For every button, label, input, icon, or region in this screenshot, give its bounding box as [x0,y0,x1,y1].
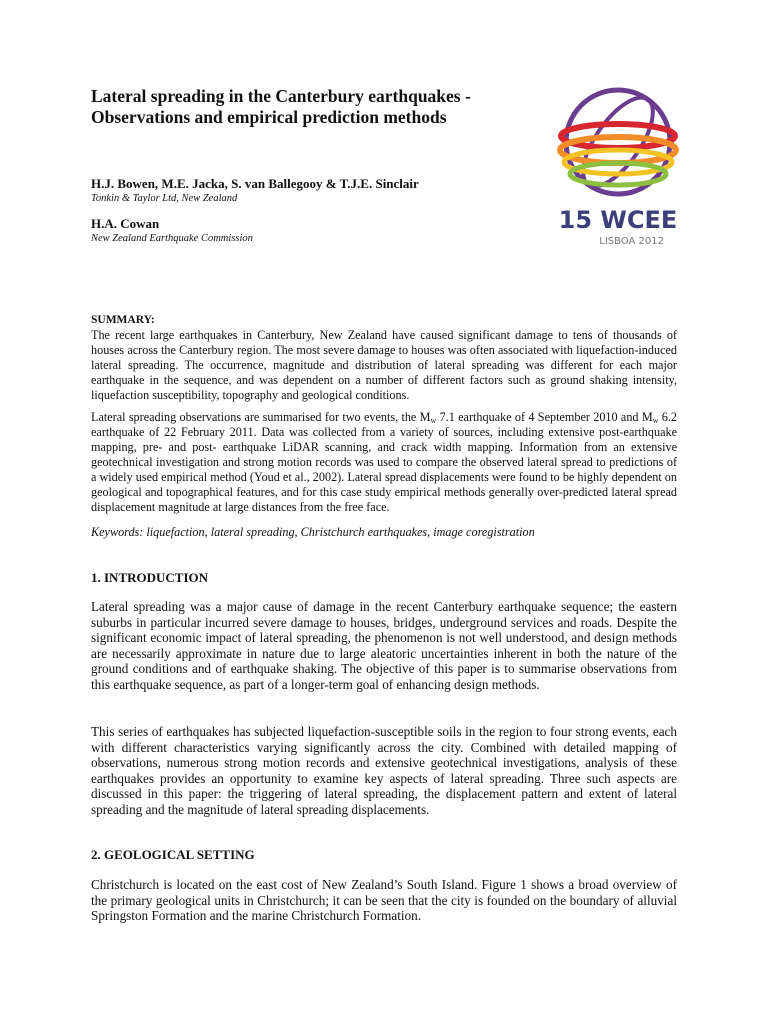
logo-text: 15 WCEE [558,206,678,234]
summary-paragraph-2: Lateral spreading observations are summarised for two events, the $M_w$ 7.1 earthquake of 4 September 2010 and $M_w$ 6.2 earthquake of 22 February 2011. Data was collected from a variety of sources, including extensive post-earthquake mapping, pre- and post- earthquake LiDAR scanning, and crack width mapping. Information from an extensive geotechnical investigation and strong motion records was used to compare the observed lateral spread to predictions of a widely used empirical method (Youd et al., 2002). Lateral spread displacements were found to be highly dependent on geological and topographical features, and for this case study empirical methods generally over-predicted lateral spread displacement magnitude at large distances from the free face. [91,410,678,514]
summary-section [91,313,677,403]
keywords: Keywords: liquefaction, lateral spreading, Christchurch earthquakes, image coregistration [91,525,535,539]
affiliation-1: Tonkin & Taylor Ltd, New Zealand [91,193,238,204]
section-heading-geological-setting: 2. GEOLOGICAL SETTING [91,847,255,862]
introduction-paragraph-2: This series of earthquakes has subjected liquefaction-susceptible soils in the region to four strong events, each with different characteristics varying significantly across the city. Combined with detailed mapping of observations, numerous strong motion records and extensive geotechnical investigations, analysis of these earthquakes provides an opportunity to examine key aspects of lateral spreading. Three such aspects are discussed in this paper: the triggering of lateral spreading, the displacement pattern and extent of lateral spreading and the magnitude of lateral spreading displacements. [91,724,677,817]
summary-heading: SUMMARY: [91,314,155,326]
title-line-2: Observations and empirical prediction methods [91,107,447,127]
title-line-1: Lateral spreading in the Canterbury earthquakes - [91,86,471,106]
author-2: H.A. Cowan [91,216,160,231]
affiliation-2: New Zealand Earthquake Commission [91,233,253,244]
wcee-logo-graphic [548,80,688,252]
summary-paragraph-1: The recent large earthquakes in Canterbury, New Zealand have caused significant damage to tens of thousands of houses across the Canterbury region. The most severe damage to houses was often associated with liquefaction-induced lateral spreading. The occurrence, magnitude and distribution of lateral spreading was different for each major earthquake in the sequence, and was dependent on a number of different factors such as ground shaking intensity, liquefaction susceptibility, topography and geological conditions. [91,328,677,402]
wcee-logo [548,80,688,252]
introduction-paragraph-1: Lateral spreading was a major cause of damage in the recent Canterbury earthquake sequence; the eastern suburbs in particular incurred severe damage to houses, bridges, underground services and roads. Despite the significant economic impact of lateral spreading, the phenomenon is not well understood, and design methods are necessarily approximate in nature due to large aleatoric uncertainties inherent in both the nature of the ground conditions and of earthquake shaking. The objective of this paper is to summarise observations from this earthquake sequence, as part of a longer-term goal of enhancing design methods. [91,599,677,692]
logo-subtext: LISBOA 2012 [599,236,664,247]
section-heading-introduction: 1. INTRODUCTION [91,570,209,585]
paper-title [91,86,531,128]
authors: H.J. Bowen, M.E. Jacka, S. van Ballegooy & T.J.E. Sinclair [91,176,419,191]
geological-setting-paragraph-1: Christchurch is located on the east cost of New Zealand’s South Island. Figure 1 shows a broad overview of the primary geological units in Christchurch; it can be seen that the city is founded on the boundary of alluvial Springston Formation and the marine Christchurch Formation. [91,877,677,924]
